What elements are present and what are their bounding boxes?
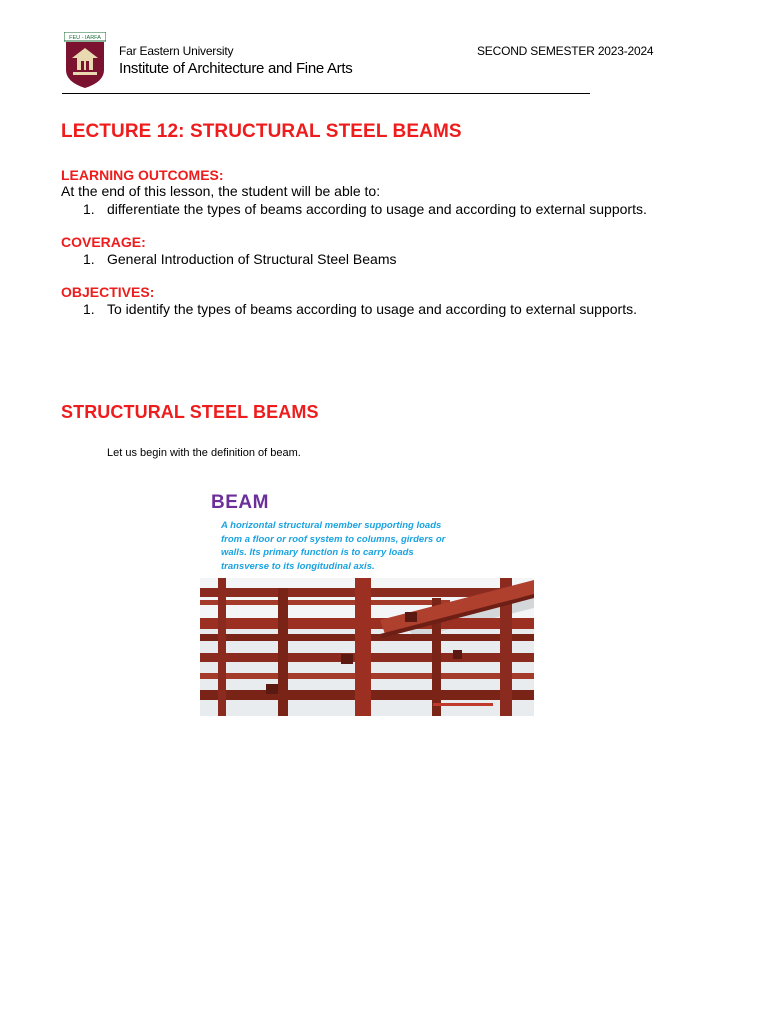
learning-outcomes-intro: At the end of this lesson, the student will be able to: — [61, 183, 381, 199]
objectives-heading: OBJECTIVES: — [61, 284, 155, 300]
definition-line: walls. Its primary function is to carry loads — [221, 547, 414, 558]
learning-outcomes-heading: LEARNING OUTCOMES: — [61, 167, 224, 183]
beam-figure — [200, 492, 534, 716]
list-text: differentiate the types of beams according to usage and according to external supports. — [107, 201, 647, 217]
definition-line: A horizontal structural member supporting loads — [221, 520, 442, 531]
university-name: Far Eastern University — [119, 44, 234, 58]
institute-name: Institute of Architecture and Fine Arts — [119, 60, 353, 77]
header-divider — [62, 93, 590, 94]
university-logo — [64, 32, 106, 88]
logo-text: FEU - IARFA — [69, 35, 101, 41]
definition-line: transverse to its longitudinal axis. — [221, 560, 375, 572]
list-item — [83, 301, 637, 317]
semester-label: SECOND SEMESTER 2023-2024 — [477, 44, 654, 58]
list-text: To identify the types of beams according to usage and according to external supports. — [107, 301, 637, 317]
list-text: General Introduction of Structural Steel Beams — [107, 251, 397, 267]
definition-line: from a floor or roof system to columns, girders or — [221, 533, 446, 545]
lecture-title: LECTURE 12: STRUCTURAL STEEL BEAMS — [61, 121, 462, 142]
list-number: 1. — [83, 201, 95, 217]
list-item — [83, 251, 396, 267]
section-intro: Let us begin with the definition of beam. — [107, 447, 301, 459]
list-item — [83, 201, 647, 217]
figure-definition — [221, 519, 511, 573]
list-number: 1. — [83, 301, 95, 317]
figure-title: BEAM — [211, 492, 269, 513]
steel-beams-photo — [200, 578, 534, 716]
section-heading: STRUCTURAL STEEL BEAMS — [61, 402, 319, 422]
coverage-heading: COVERAGE: — [61, 234, 146, 250]
list-number: 1. — [83, 251, 95, 267]
